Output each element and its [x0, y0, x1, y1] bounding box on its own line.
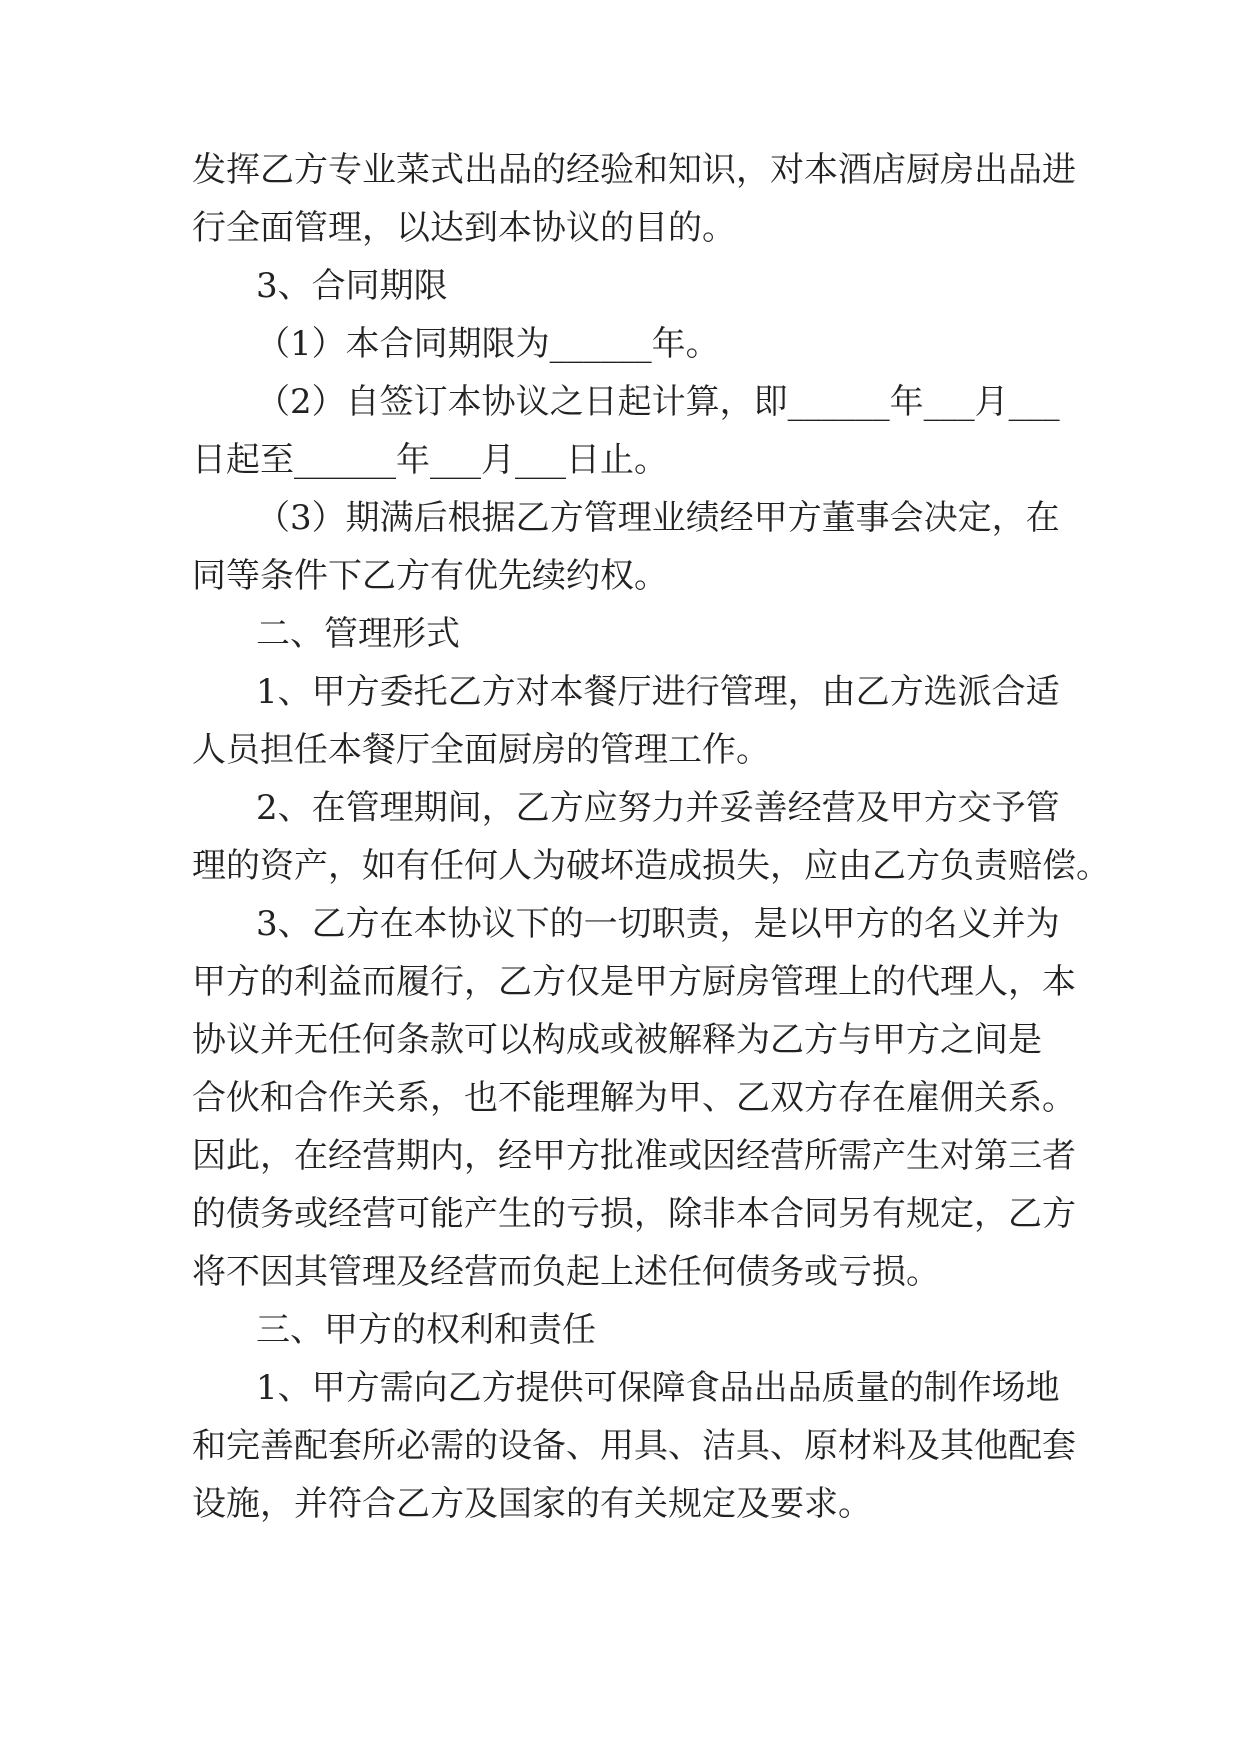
paragraph-line: （1）本合同期限为______年。 — [256, 324, 720, 364]
section-heading: 3、合同期限 — [256, 266, 448, 306]
paragraph-line: （3）期满后根据乙方管理业绩经甲方董事会决定，在 — [256, 498, 1060, 538]
paragraph-line: 2、在管理期间，乙方应努力并妥善经营及甲方交予管 — [256, 788, 1060, 828]
paragraph-line: 1、甲方需向乙方提供可保障食品出品质量的制作场地 — [256, 1368, 1060, 1408]
paragraph-line: 日起至______年___月___日止。 — [192, 440, 668, 480]
paragraph-line: 合伙和合作关系，也不能理解为甲、乙双方存在雇佣关系。 — [192, 1078, 1076, 1118]
paragraph-line: 设施，并符合乙方及国家的有关规定及要求。 — [192, 1484, 872, 1524]
paragraph-line: 的债务或经营可能产生的亏损，除非本合同另有规定，乙方 — [192, 1194, 1076, 1234]
paragraph-line: 同等条件下乙方有优先续约权。 — [192, 556, 668, 596]
paragraph-line: （2）自签订本协议之日起计算，即______年___月___ — [256, 382, 1060, 422]
section-heading: 三、甲方的权利和责任 — [256, 1310, 596, 1350]
paragraph-line: 和完善配套所必需的设备、用具、洁具、原材料及其他配套 — [192, 1426, 1076, 1466]
paragraph-line: 协议并无任何条款可以构成或被解释为乙方与甲方之间是 — [192, 1020, 1042, 1060]
section-heading: 二、管理形式 — [256, 614, 460, 654]
paragraph-line: 1、甲方委托乙方对本餐厅进行管理，由乙方选派合适 — [256, 672, 1060, 712]
paragraph-line: 发挥乙方专业菜式出品的经验和知识，对本酒店厨房出品进 — [192, 150, 1076, 190]
paragraph-line: 行全面管理，以达到本协议的目的。 — [192, 208, 736, 248]
paragraph-line: 甲方的利益而履行，乙方仅是甲方厨房管理上的代理人，本 — [192, 962, 1076, 1002]
paragraph-line: 因此，在经营期内，经甲方批准或因经营所需产生对第三者 — [192, 1136, 1076, 1176]
paragraph-line: 3、乙方在本协议下的一切职责，是以甲方的名义并为 — [256, 904, 1060, 944]
paragraph-line: 人员担任本餐厅全面厨房的管理工作。 — [192, 730, 770, 770]
paragraph-line: 将不因其管理及经营而负起上述任何债务或亏损。 — [192, 1252, 940, 1292]
paragraph-line: 理的资产，如有任何人为破坏造成损失，应由乙方负责赔偿。 — [192, 846, 1110, 886]
